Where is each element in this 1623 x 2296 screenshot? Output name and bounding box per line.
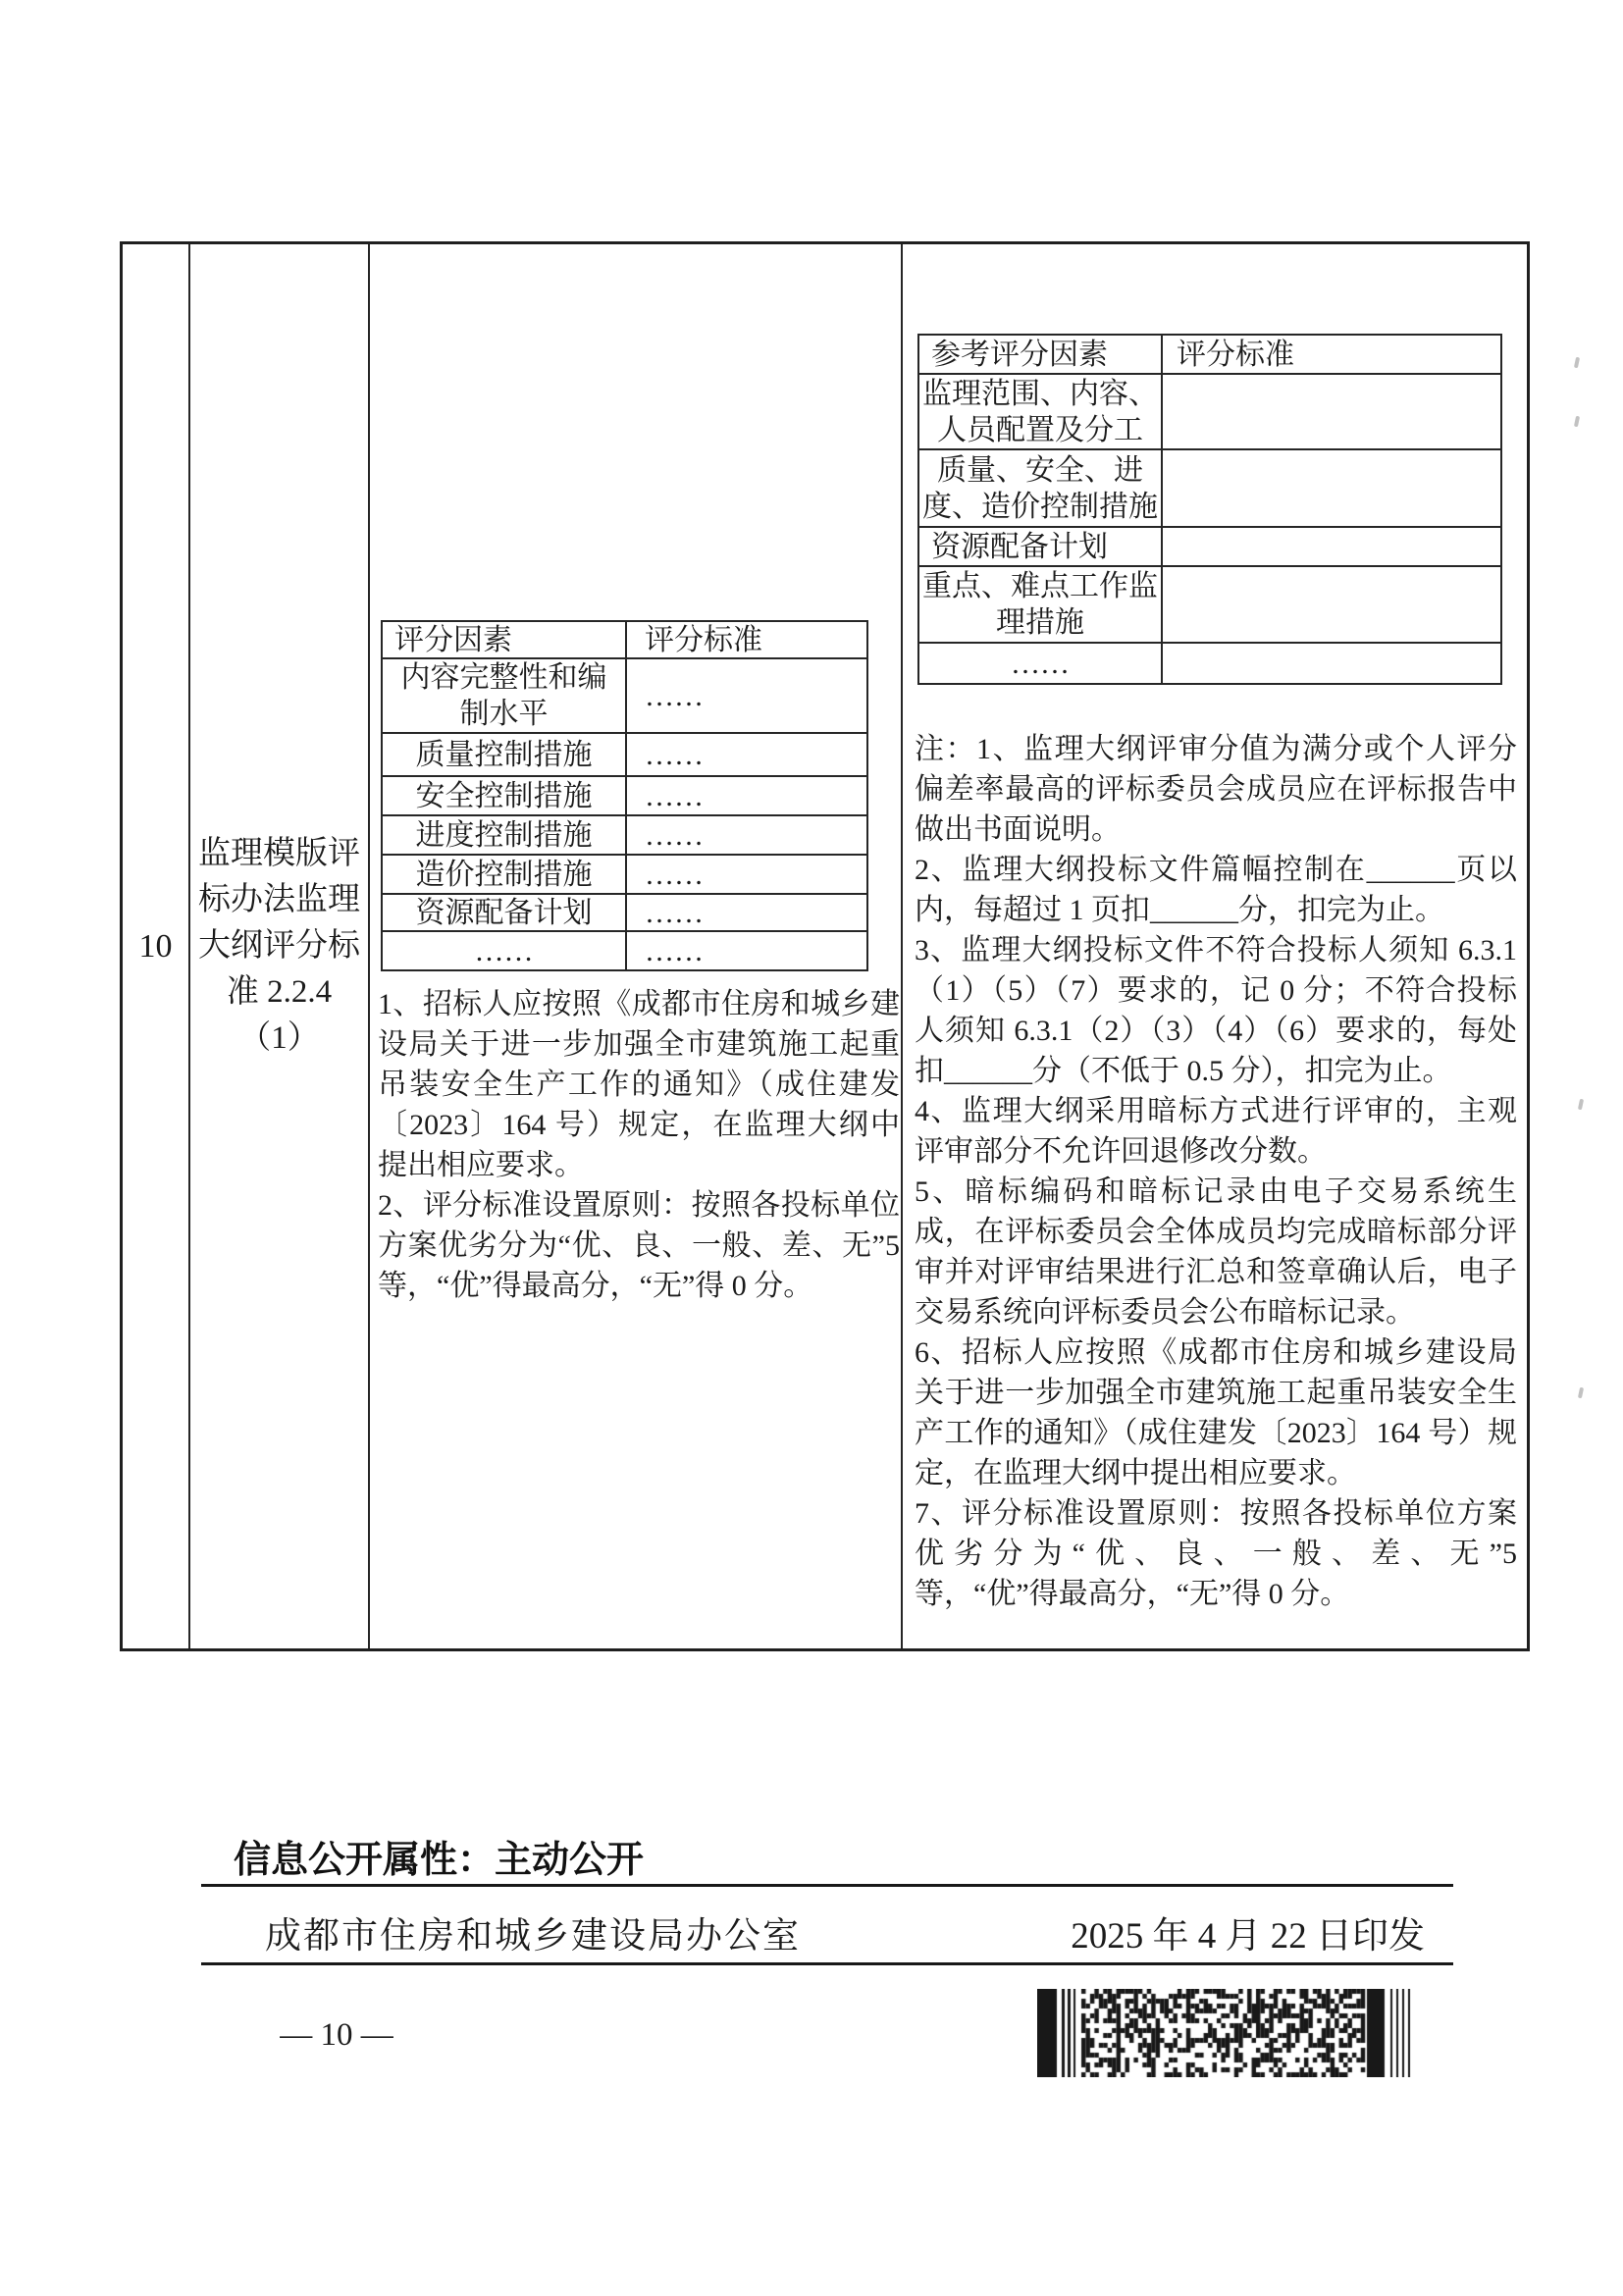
- table-row: [383, 856, 866, 895]
- note-paragraph: 1、招标人应按照《成都市住房和城乡建设局关于进一步加强全市建筑施工起重吊装安全生产工作的通知》（成住建发〔2023〕164 号）规定，在监理大纲中提出相应要求。: [378, 988, 900, 1181]
- standard-cell: ……: [645, 779, 704, 812]
- factor-cell: 进度控制措施: [383, 816, 627, 854]
- table-header-row: [919, 336, 1500, 375]
- note-paragraph: 7、评分标准设置原则：按照各投标单位方案优劣分为“优、良、一般、差、无”5 等，“优”得最高分，“无”得 0 分。: [915, 1497, 1517, 1610]
- table-row: [383, 895, 866, 932]
- reference-standard-cell: [901, 244, 1527, 1648]
- method-name-line: 大纲评分标: [198, 928, 360, 964]
- method-name-line: （1）: [238, 1020, 320, 1056]
- note-paragraph: 注：1、监理大纲评审分值为满分或个人评分偏差率最高的评标委员会成员应在评标报告中做出书面说明。: [915, 733, 1517, 846]
- scan-artifact: [1578, 1387, 1584, 1399]
- factor-cell: 重点、难点工作监理措施: [919, 567, 1163, 642]
- row-number-cell: [123, 244, 188, 1648]
- reference-notes: [915, 729, 1517, 1614]
- standard-cell: ……: [645, 679, 704, 712]
- factor-cell: 质量、安全、进度、造价控制措施: [919, 450, 1163, 526]
- template-notes: [378, 984, 900, 1306]
- pdf417-barcode-icon: [1037, 1989, 1421, 2077]
- factor-cell: 监理范围、内容、人员配置及分工: [919, 375, 1163, 448]
- method-name-line: 监理模版评: [198, 836, 360, 871]
- table-row: [919, 375, 1500, 450]
- template-standard-cell: [368, 244, 901, 1648]
- standard-cell: ……: [645, 738, 704, 771]
- header-factor: 参考评分因素: [919, 336, 1163, 373]
- standard-cell: [1163, 528, 1500, 565]
- note-paragraph: 4、监理大纲采用暗标方式进行评审的，主观评审部分不允许回退修改分数。: [915, 1095, 1517, 1168]
- factor-cell: 资源配备计划: [919, 528, 1163, 565]
- standard-cell: ……: [645, 934, 704, 967]
- factor-cell: 质量控制措施: [383, 734, 627, 775]
- table-row: [383, 816, 866, 856]
- factor-cell: ……: [383, 932, 627, 969]
- note-paragraph: 5、暗标编码和暗标记录由电子交易系统生成，在评标委员会全体成员均完成暗标部分评审并对评审结果进行汇总和签章确认后，电子交易系统向评标委员会公布暗标记录。: [915, 1175, 1517, 1329]
- standard-cell: ……: [645, 896, 704, 929]
- table-row: [383, 932, 866, 969]
- note-paragraph: 2、监理大纲投标文件篇幅控制在______页以内，每超过 1 页扣______分，扣完为止。: [915, 854, 1517, 926]
- method-name-line: 标办法监理: [198, 882, 360, 917]
- header-standard: 评分标准: [1177, 338, 1294, 371]
- scan-artifact: [1574, 416, 1580, 428]
- scan-artifact: [1574, 357, 1580, 369]
- standard-cell: [1163, 375, 1500, 448]
- standard-cell: [1163, 450, 1500, 526]
- table-row: [919, 644, 1500, 683]
- row-number: 10: [138, 927, 173, 965]
- footer-rule-top: [201, 1884, 1453, 1887]
- table-row: [383, 734, 866, 777]
- factor-cell: 安全控制措施: [383, 777, 627, 814]
- issuing-office: 成都市住房和城乡建设局办公室: [265, 1916, 801, 1957]
- factor-cell: 造价控制措施: [383, 856, 627, 893]
- table-row: [383, 659, 866, 734]
- table-row: [919, 567, 1500, 644]
- standard-cell: [1163, 644, 1500, 683]
- standard-cell: [1163, 567, 1500, 642]
- standard-cell: ……: [645, 818, 704, 852]
- disclosure-attribute: 信息公开属性：主动公开: [234, 1840, 645, 1881]
- method-name-cell: [188, 244, 368, 1648]
- factor-cell: ……: [919, 644, 1163, 683]
- table-row: [919, 528, 1500, 567]
- table-row: [383, 777, 866, 816]
- footer-rule-bottom: [201, 1962, 1453, 1965]
- note-paragraph: 2、评分标准设置原则：按照各投标单位方案优劣分为“优、良、一般、差、无”5 等，“优”得最高分，“无”得 0 分。: [378, 1189, 900, 1302]
- factor-cell: 内容完整性和编制水平: [383, 659, 627, 732]
- header-standard: 评分标准: [645, 623, 762, 656]
- method-name-line: 准 2.2.4: [226, 974, 333, 1010]
- page-number: — 10 —: [280, 2017, 393, 2053]
- scoring-factor-table: [381, 620, 868, 971]
- table-row: [919, 450, 1500, 528]
- standard-cell: ……: [645, 858, 704, 891]
- reference-factor-table: [917, 334, 1502, 685]
- issue-date: 2025 年 4 月 22 日印发: [1071, 1916, 1425, 1957]
- factor-cell: 资源配备计划: [383, 895, 627, 930]
- scan-artifact: [1578, 1099, 1584, 1111]
- table-header-row: [383, 622, 866, 659]
- evaluation-criteria-table: [120, 241, 1530, 1651]
- note-paragraph: 3、监理大纲投标文件不符合投标人须知 6.3.1（1）（5）（7）要求的，记 0 分；不符合投标人须知 6.3.1（2）（3）（4）（6）要求的，每处扣______分（不低于 0.5 分），扣完为止。: [915, 934, 1517, 1087]
- header-factor: 评分因素: [383, 622, 627, 657]
- note-paragraph: 6、招标人应按照《成都市住房和城乡建设局关于进一步加强全市建筑施工起重吊装安全生产工作的通知》（成住建发〔2023〕164 号）规定，在监理大纲中提出相应要求。: [915, 1336, 1517, 1489]
